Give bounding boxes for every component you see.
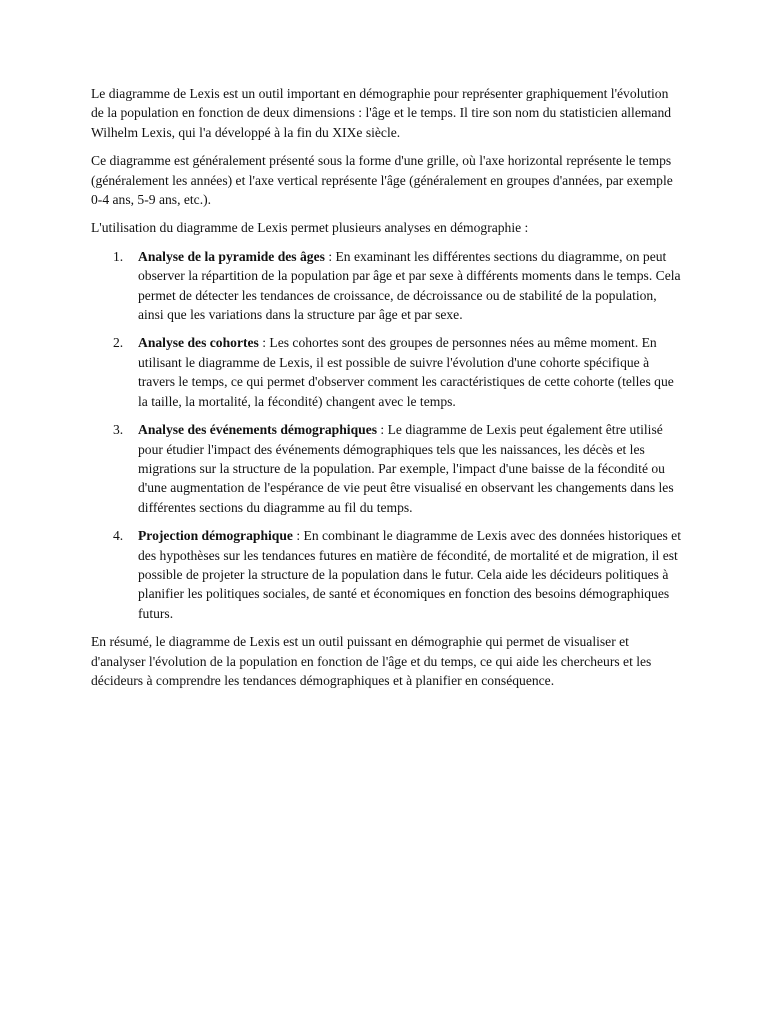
list-item-number: 4. bbox=[113, 528, 124, 544]
list-item-text: : Les cohortes sont des groupes de personnes nées au même moment. En utilisant le diagramme de Lexis, il est possible de suivre l'évolution d'une cohorte spécifique à travers le temps, ce qui permet d'observer comment les caractéristiques de cette cohorte (telles que la taille, la mortalité, la fécondité) changent avec le temps. bbox=[138, 335, 674, 409]
intro-paragraph: Le diagramme de Lexis est un outil important en démographie pour représenter graphiquement l'évolution de la population en fonction de deux dimensions : l'âge et le temps. Il tire son nom du statisticien allemand Wilhelm Lexis, qui l'a développé à la fin du XIXe siècle. bbox=[91, 86, 672, 140]
list-item bbox=[91, 526, 681, 623]
analyses-list bbox=[91, 247, 681, 623]
grid-description-paragraph: Ce diagramme est généralement présenté sous la forme d'une grille, où l'axe horizontal représente le temps (généralement les années) et l'axe vertical représente l'âge (généralement en groupes d'années, par exemple 0-4 ans, 5-9 ans, etc.). bbox=[91, 153, 673, 208]
list-item-number: 1. bbox=[113, 248, 124, 264]
list-item bbox=[91, 333, 681, 411]
list-item-title: Projection démographique bbox=[138, 528, 293, 544]
list-item-text: : En examinant les différentes sections du diagramme, on peut observer la répartition de la population par âge et par sexe à différents moments dans le temps. Cela permet de détecter les tendances de croissance, de décroissance ou de stabilité de la population, ainsi que les variations dans la structure par âge et par sexe. bbox=[138, 248, 681, 323]
list-item bbox=[91, 247, 681, 325]
list-item-number: 2. bbox=[113, 335, 124, 351]
list-item-text: : En combinant le diagramme de Lexis avec des données historiques et des hypothèses sur les tendances futures en matière de fécondité, de mortalité et de migration, il est possible de projeter la structure de la population dans le futur. Cela aide les décideurs politiques à planifier les politiques sociales, de santé et économiques en fonction des besoins démographiques futurs. bbox=[138, 528, 681, 621]
list-item bbox=[91, 420, 681, 517]
analyses-intro-paragraph: L'utilisation du diagramme de Lexis permet plusieurs analyses en démographie : bbox=[91, 220, 529, 236]
list-item-text: : Le diagramme de Lexis peut également être utilisé pour étudier l'impact des événements démographiques tels que les naissances, les décès et les migrations sur la structure de la population. Par exemple, l'impact d'une baisse de la fécondité ou d'une augmentation de l'espérance de vie peut être visualisé en observant les changements dans les différentes sections du diagramme au fil du temps. bbox=[138, 422, 674, 515]
list-item-number: 3. bbox=[113, 422, 124, 438]
list-item-title: Analyse de la pyramide des âges bbox=[138, 248, 325, 264]
list-item-title: Analyse des cohortes bbox=[138, 335, 259, 351]
conclusion-paragraph: En résumé, le diagramme de Lexis est un outil puissant en démographie qui permet de visualiser et d'analyser l'évolution de la population en fonction de l'âge et du temps, ce qui aide les chercheurs et les décideurs à comprendre les tendances démographiques et à planifier en conséquence. bbox=[91, 634, 652, 688]
document-body bbox=[91, 84, 681, 699]
list-item-title: Analyse des événements démographiques bbox=[138, 422, 378, 438]
